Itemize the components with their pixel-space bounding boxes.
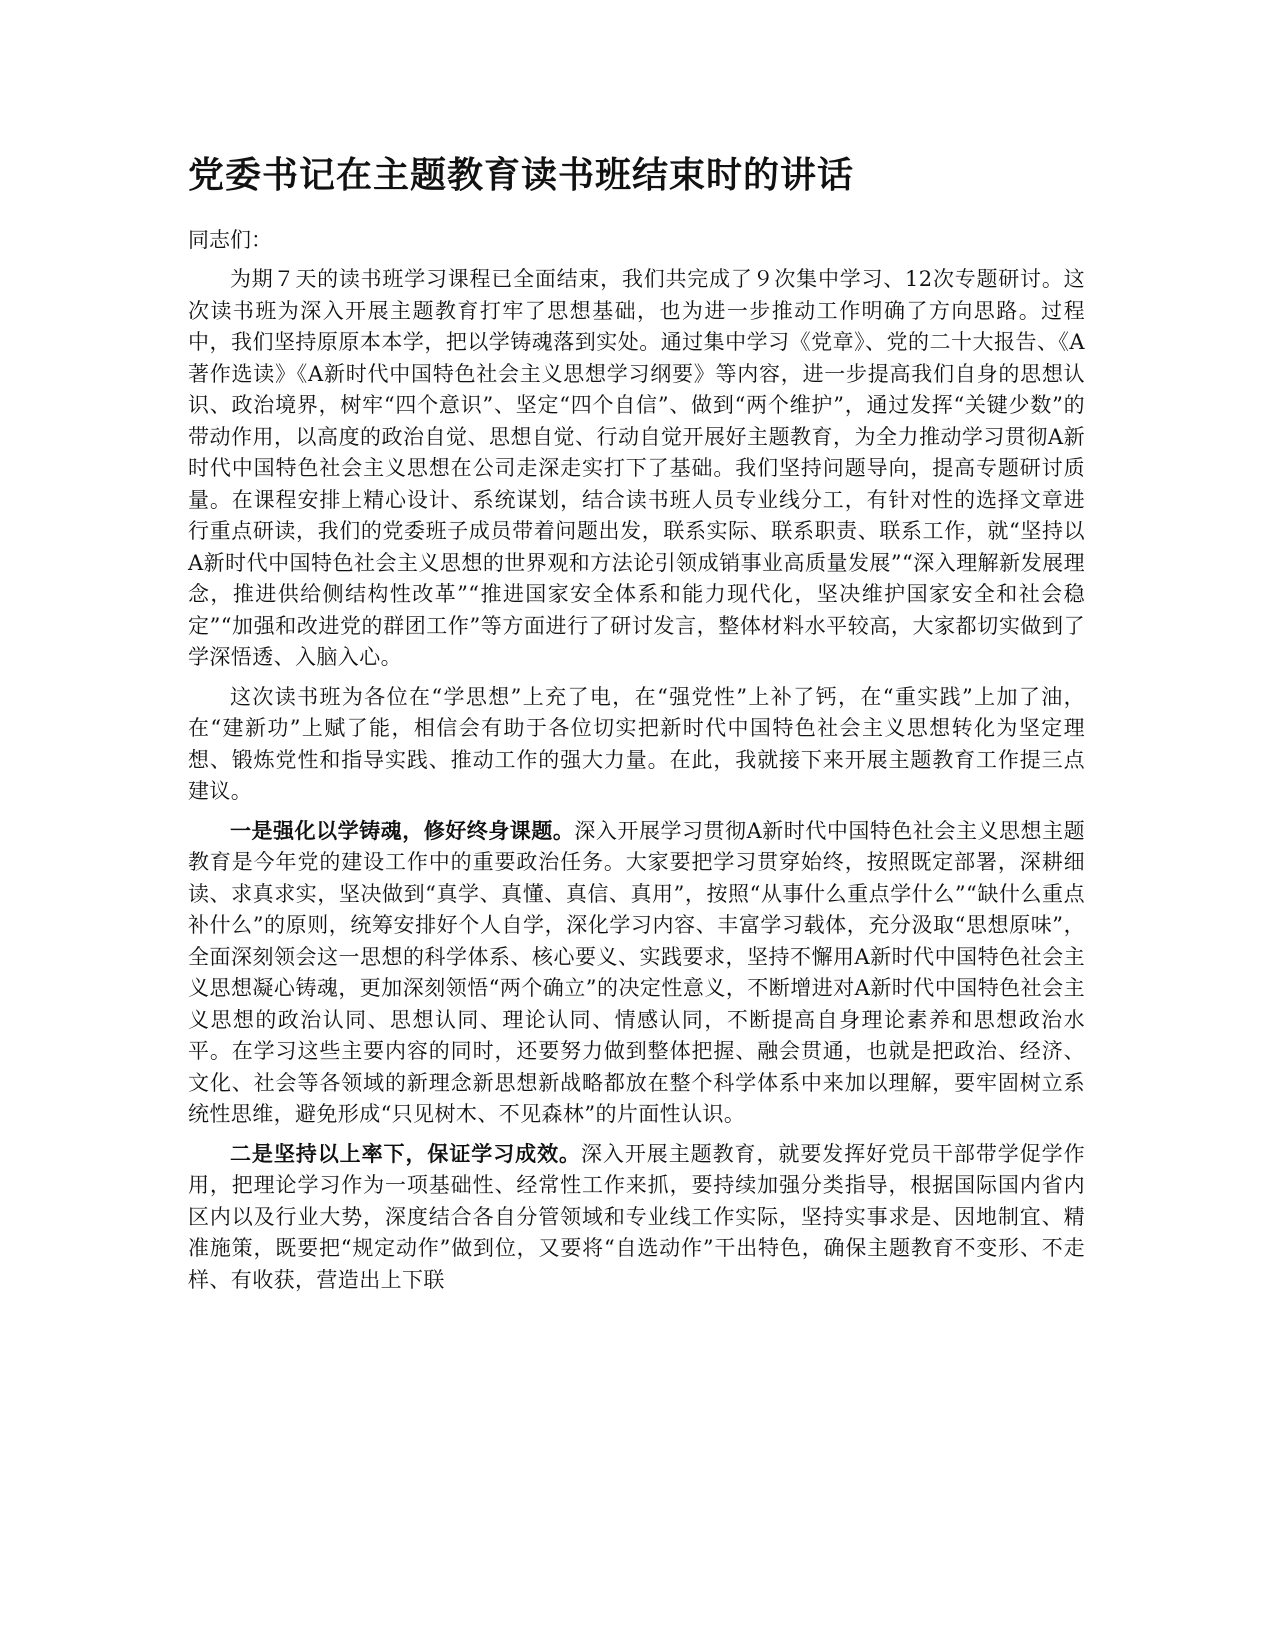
paragraph-2: [188, 682, 1085, 808]
document-body: [188, 264, 1085, 1304]
document-title: 党委书记在主题教育读书班结束时的讲话: [188, 155, 855, 196]
document-page: [188, 0, 1085, 1650]
paragraph-3-text: 深入开展学习贯彻A新时代中国特色社会主义思想主题教育是今年党的建设工作中的重要政治任务。大家要把学习贯穿始终，按照既定部署，深耕细读、求真求实，坚决做到“真学、真懂、真信、真用”，按照“从事什么重点学什么”“缺什么重点补什么”的原则，统筹安排好个人自学，深化学习内容、丰富学习载体，充分汲取“思想原味”，全面深刻领会这一思想的科学体系、核心要义、实践要求，坚持不懈用A新时代中国特色社会主义思想凝心铸魂，更加深刻领悟“两个确立”的决定性意义，不断增进对A新时代中国特色社会主义思想的政治认同、思想认同、理论认同、情感认同，不断提高自身理论素养和思想政治水平。在学习这些主要内容的同时，还要努力做到整体把握、融会贯通，也就是把政治、经济、文化、社会等各领域的新理念新思想新战略都放在整个科学体系中来加以理解，要牢固树立系统性思维，避免形成“只见树木、不见森林”的片面性认识。: [188, 818, 1086, 1126]
paragraph-3: [188, 816, 1085, 1131]
paragraph-2-text: 这次读书班为各位在“学思想”上充了电，在“强党性”上补了钙，在“重实践”上加了油，在“建新功”上赋了能，相信会有助于各位切实把新时代中国特色社会主义思想转化为坚定理想、锻炼党性和指导实践、推动工作的强大力量。在此，我就接下来开展主题教育工作提三点建议。: [188, 684, 1085, 803]
paragraph-4-lead: 二是坚持以上率下，保证学习成效。: [230, 1141, 581, 1166]
paragraph-4-text: 深入开展主题教育，就要发挥好党员干部带学促学作用，把理论学习作为一项基础性、经常性工作来抓，要持续加强分类指导，根据国际国内省内区内以及行业大势，深度结合各自分管领域和专业线工作实际，坚持实事求是、因地制宜、精准施策，既要把“规定动作”做到位，又要将“自选动作”干出特色，确保主题教育不变形、不走样、有收获，营造出上下联: [188, 1141, 1085, 1292]
paragraph-4: [188, 1139, 1085, 1297]
paragraph-3-lead: 一是强化以学铸魂，修好终身课题。: [230, 818, 575, 843]
salutation: 同志们：: [188, 228, 272, 252]
paragraph-1: [188, 264, 1085, 674]
paragraph-1-text: 为期７天的读书班学习课程已全面结束，我们共完成了９次集中学习、12次专题研讨。这次读书班为深入开展主题教育打牢了思想基础，也为进一步推动工作明确了方向思路。过程中，我们坚持原原本本学，把以学铸魂落到实处。通过集中学习《党章》、党的二十大报告、《A著作选读》《A新时代中国特色社会主义思想学习纲要》等内容，进一步提高我们自身的思想认识、政治境界，树牢“四个意识”、坚定“四个自信”、做到“两个维护”，通过发挥“关键少数”的带动作用，以高度的政治自觉、思想自觉、行动自觉开展好主题教育，为全力推动学习贯彻A新时代中国特色社会主义思想在公司走深走实打下了基础。我们坚持问题导向，提高专题研讨质量。在课程安排上精心设计、系统谋划，结合读书班人员专业线分工，有针对性的选择文章进行重点研读，我们的党委班子成员带着问题出发，联系实际、联系职责、联系工作，就“坚持以A新时代中国特色社会主义思想的世界观和方法论引领成销事业高质量发展”“深入理解新发展理念，推进供给侧结构性改革”“推进国家安全体系和能力现代化，坚决维护国家安全和社会稳定”“加强和改进党的群团工作”等方面进行了研讨发言，整体材料水平较高，大家都切实做到了学深悟透、入脑入心。: [188, 267, 1085, 669]
